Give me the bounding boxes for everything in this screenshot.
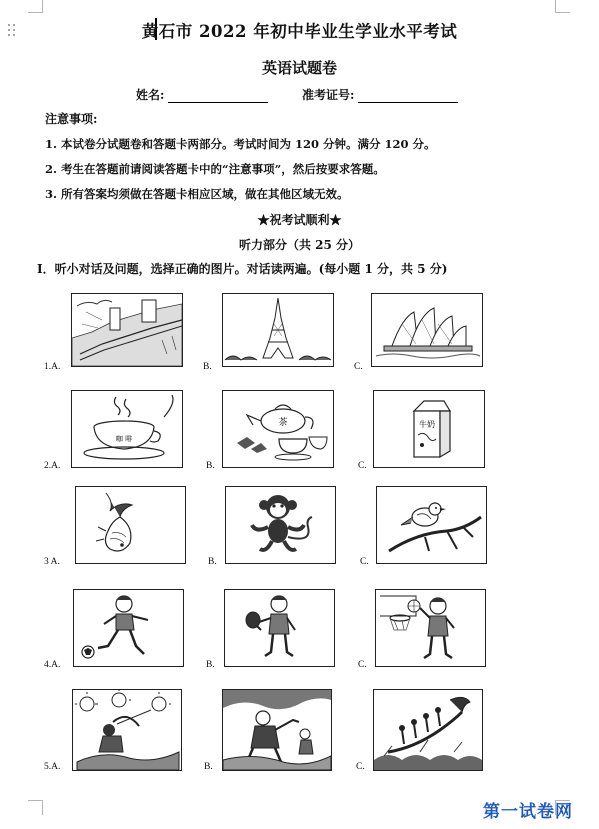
tea-text: 茶 [278, 418, 288, 428]
dragon-boat-picture[interactable] [373, 689, 483, 771]
note-item: 3. 所有答案均须做在答题卡相应区域，做在其他区域无效。 [45, 187, 349, 201]
option-label-c: C. [354, 362, 363, 372]
milk-text: 牛奶 [419, 420, 435, 429]
legend-warrior-picture[interactable] [222, 689, 332, 771]
bird-picture[interactable] [376, 486, 487, 564]
great-wall-picture[interactable] [71, 293, 183, 367]
name-label: 姓名: [136, 88, 165, 102]
option-label-b: B. [206, 461, 215, 471]
option-label-b: B. [203, 362, 212, 372]
coffee-text: 咖 啡 [115, 435, 133, 443]
option-label-b: B. [206, 660, 215, 670]
notes-heading: 注意事项: [45, 112, 98, 126]
milk-carton-picture[interactable] [373, 390, 485, 468]
option-label-c: C. [358, 461, 367, 471]
note-item: 1. 本试卷分试题卷和答题卡两部分。考试时间为 120 分钟。满分 120 分。 [45, 137, 436, 151]
note-item: 2. 考生在答题前请阅读答题卡中的“注意事项”，然后按要求答题。 [45, 162, 385, 176]
option-label-b: B. [208, 557, 217, 567]
exam-title: 黄石市 2022 年初中毕业生学业水平考试 [141, 22, 458, 41]
boy-playing-basketball-picture[interactable] [375, 589, 486, 667]
hou-yi-shooting-suns-picture[interactable] [72, 689, 182, 771]
fish-picture[interactable] [75, 486, 186, 564]
exam-subtitle: 英语试题卷 [261, 59, 337, 77]
coffee-cup-picture[interactable] [71, 390, 183, 468]
boy-playing-football-picture[interactable] [73, 589, 184, 667]
section-instruction: I．听小对话及问题，选择正确的图片。对话读两遍。(每小题 1 分，共 5 分) [37, 262, 448, 276]
page-corner-mark [28, 0, 43, 13]
exam-id-blank [358, 90, 458, 103]
site-watermark: 第一试卷网 [483, 802, 573, 822]
question-label: 1.A. [44, 362, 61, 372]
name-blank [168, 90, 268, 103]
good-luck-line: ★祝考试顺利★ [257, 213, 342, 227]
monkey-picture[interactable] [225, 486, 336, 564]
option-label-c: C. [356, 762, 365, 772]
boy-playing-ping-pong-picture[interactable] [224, 589, 335, 667]
option-label-c: C. [358, 660, 367, 670]
question-label: 4.A. [44, 660, 61, 670]
eiffel-tower-picture[interactable] [222, 293, 334, 367]
listening-part-title: 听力部分（共 25 分） [238, 238, 361, 252]
sydney-opera-house-picture[interactable] [371, 293, 483, 367]
question-label: 3 A. [44, 557, 60, 567]
exam-id-label: 准考证号: [302, 88, 355, 102]
page-corner-mark [555, 0, 570, 13]
exam-id-field [302, 86, 458, 103]
option-label-c: C. [360, 557, 369, 567]
name-field [136, 86, 268, 103]
page-corner-mark [28, 800, 43, 815]
option-label-b: B. [204, 762, 213, 772]
question-label: 5.A. [44, 762, 61, 772]
tea-set-picture[interactable] [222, 390, 334, 468]
question-label: 2.A. [44, 461, 61, 471]
